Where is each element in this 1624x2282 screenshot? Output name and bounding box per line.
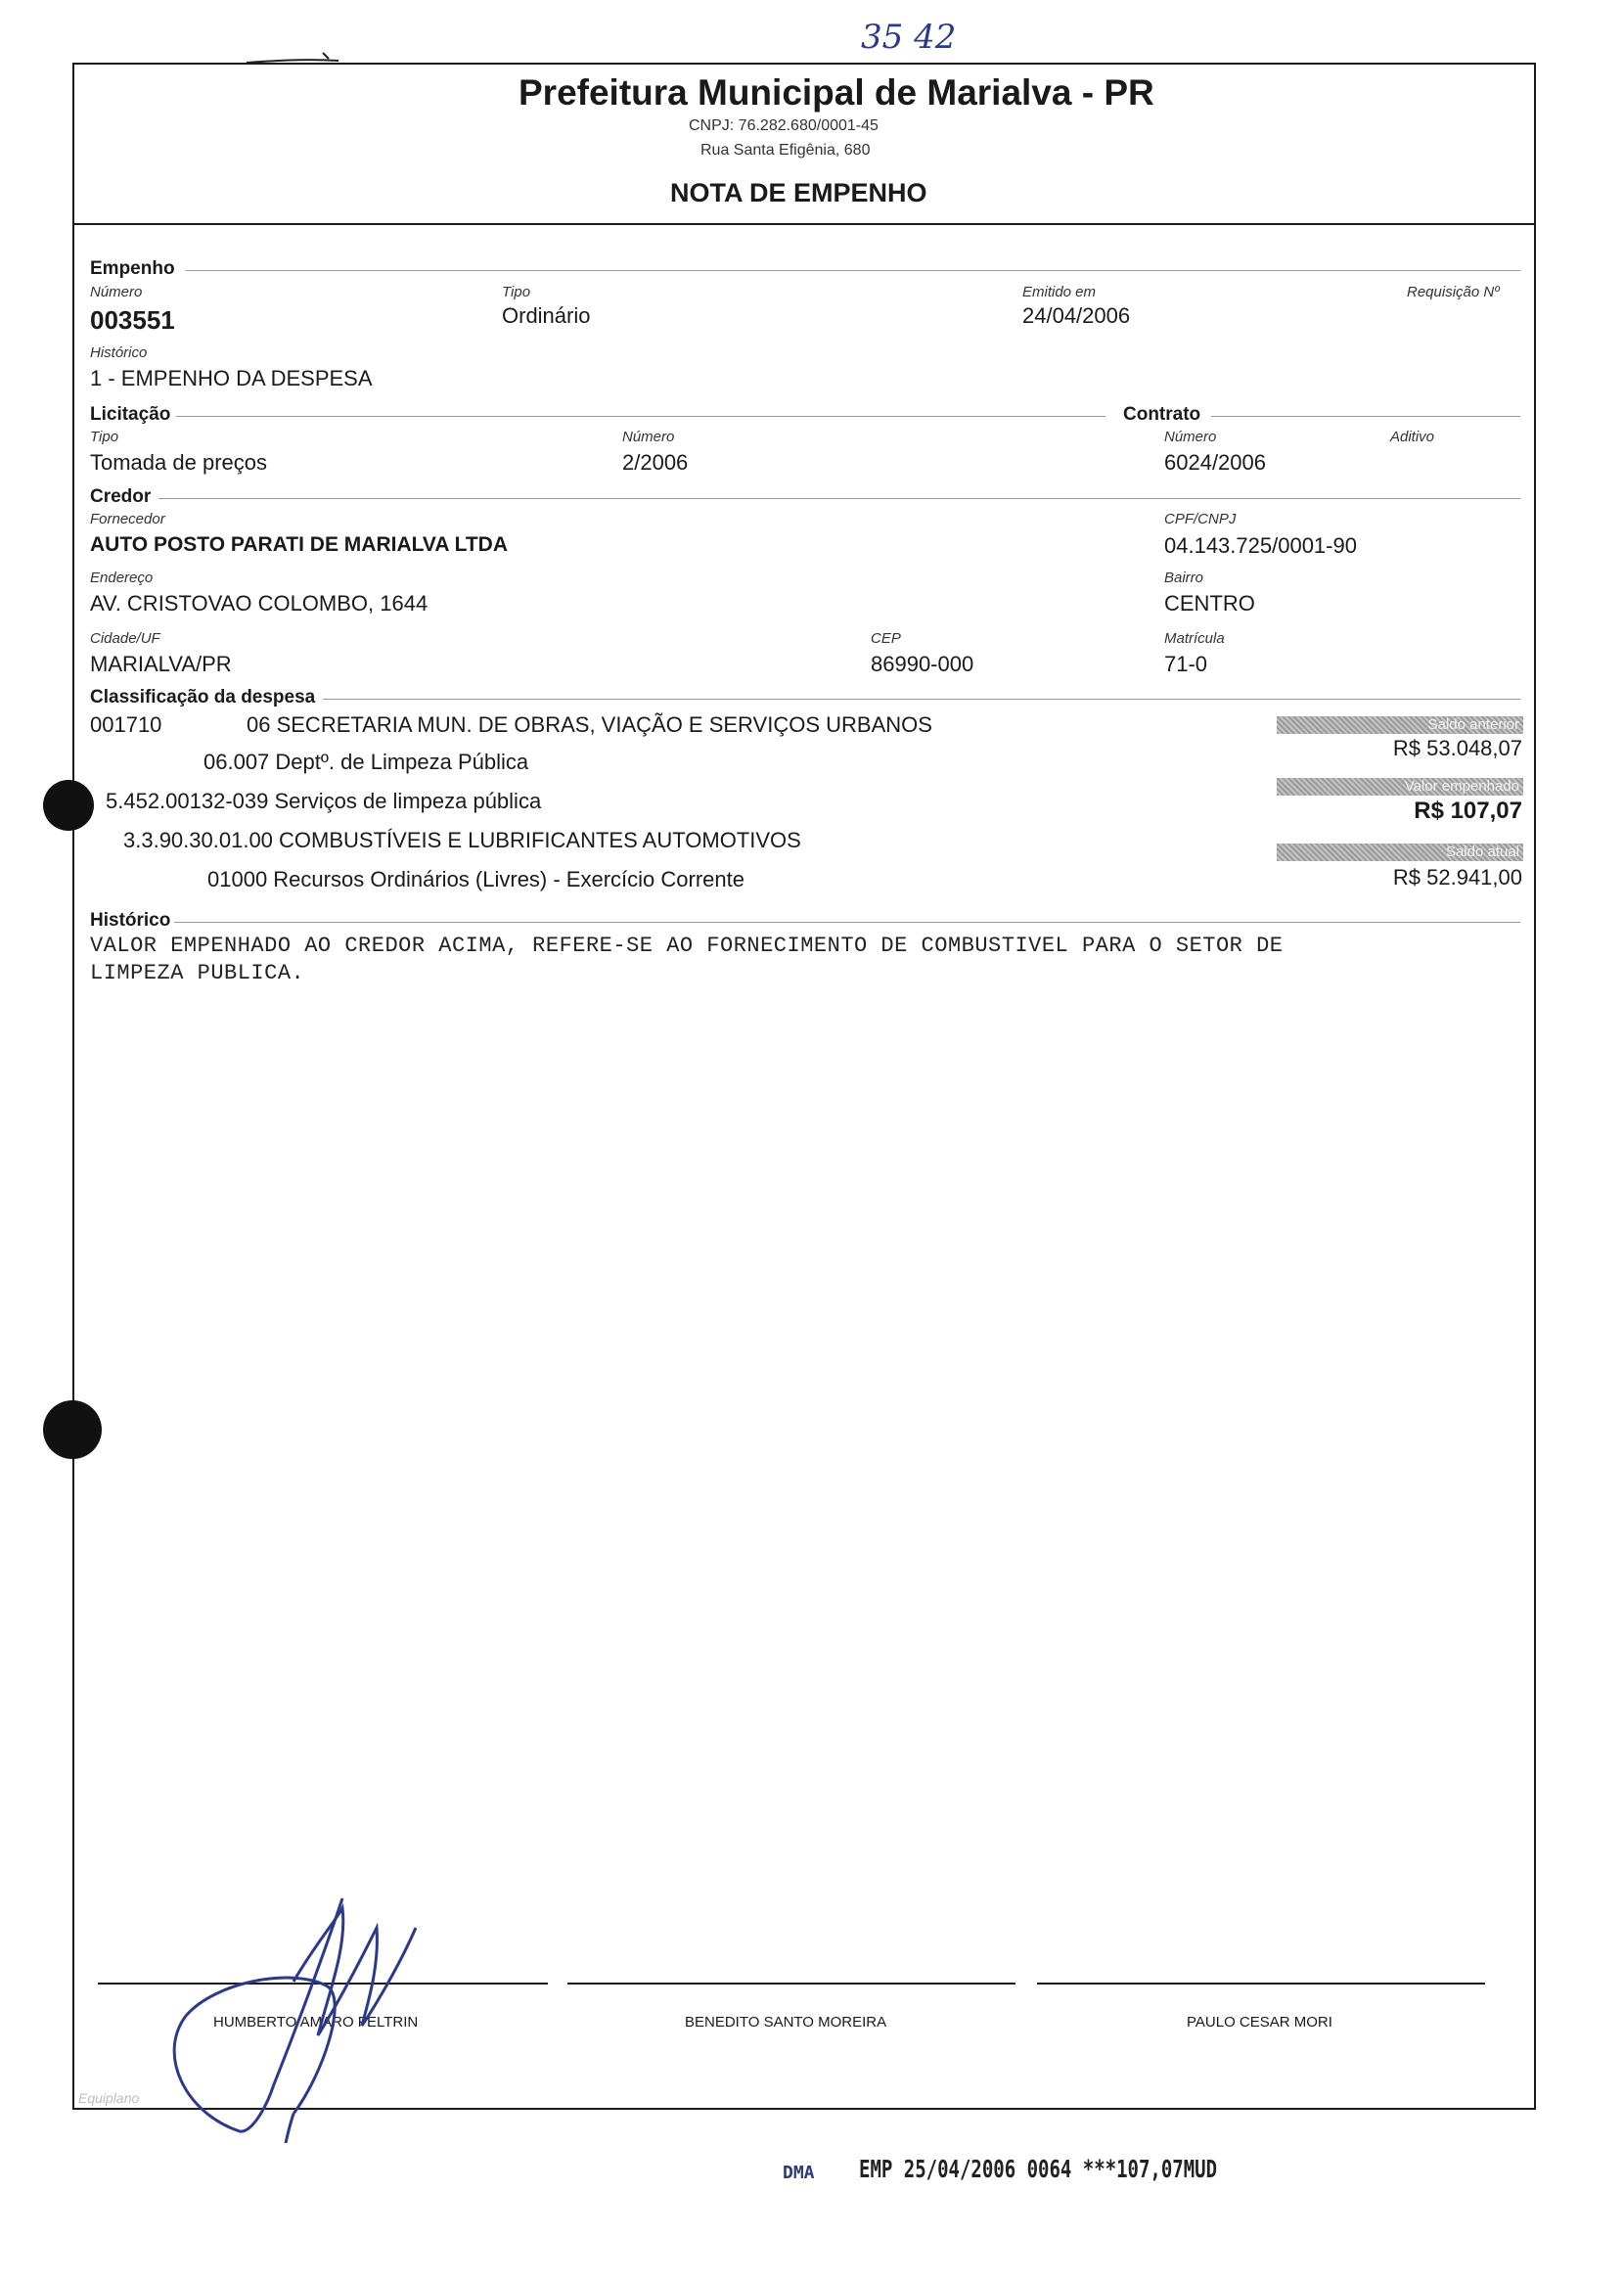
signatory-3: PAULO CESAR MORI xyxy=(1187,2014,1332,2031)
licitacao-tipo-label: Tipo xyxy=(90,429,119,445)
cep: 86990-000 xyxy=(871,652,974,676)
requisicao-label: Requisição Nº xyxy=(1407,284,1500,300)
empenho-tipo-label: Tipo xyxy=(502,284,531,300)
section-empenho: Empenho xyxy=(90,258,175,279)
signature-line-3 xyxy=(1037,1983,1485,1985)
saldo-anterior-label: Saldo anterior xyxy=(1427,716,1519,733)
saldo-atual: R$ 52.941,00 xyxy=(1392,865,1522,890)
cidade: MARIALVA/PR xyxy=(90,652,232,676)
classificacao-code: 001710 xyxy=(90,712,162,737)
section-rule xyxy=(176,416,1105,417)
classificacao-recurso: 01000 Recursos Ordinários (Livres) - Exercício Corrente xyxy=(207,867,744,891)
cep-label: CEP xyxy=(871,630,901,647)
matricula-label: Matrícula xyxy=(1164,630,1225,647)
endereco-label: Endereço xyxy=(90,570,154,586)
empenho-numero: 003551 xyxy=(90,305,175,335)
classificacao-elemento: 3.3.90.30.01.00 COMBUSTÍVEIS E LUBRIFICANTES AUTOMOTIVOS xyxy=(123,828,801,852)
cidade-label: Cidade/UF xyxy=(90,630,160,647)
empenho-historico-label: Histórico xyxy=(90,344,148,361)
section-rule xyxy=(186,270,1520,271)
historico-line-2: LIMPEZA PUBLICA. xyxy=(90,961,305,985)
address-line: Rua Santa Efigênia, 680 xyxy=(700,142,871,159)
punch-hole xyxy=(43,780,94,831)
section-rule xyxy=(174,922,1520,923)
licitacao-numero-label: Número xyxy=(622,429,675,445)
fornecedor-label: Fornecedor xyxy=(90,511,165,527)
section-contrato: Contrato xyxy=(1123,404,1201,425)
municipality-title: Prefeitura Municipal de Marialva - PR xyxy=(519,72,1154,113)
saldo-atual-bar xyxy=(1277,844,1523,861)
saldo-atual-label: Saldo atual xyxy=(1445,844,1519,860)
signature-line-2 xyxy=(567,1983,1015,1985)
handwritten-signature xyxy=(147,1889,440,2143)
valor-empenhado: R$ 107,07 xyxy=(1414,798,1522,824)
bairro: CENTRO xyxy=(1164,591,1255,616)
empenho-numero-label: Número xyxy=(90,284,143,300)
footer-brand: Equiplano xyxy=(78,2090,140,2106)
section-rule xyxy=(323,699,1520,700)
contrato-aditivo-label: Aditivo xyxy=(1390,429,1435,445)
saldo-anterior-bar xyxy=(1277,716,1523,734)
section-classificacao: Classificação da despesa xyxy=(90,687,316,707)
cnpj-line: CNPJ: 76.282.680/0001-45 xyxy=(689,117,879,134)
section-rule xyxy=(1211,416,1520,417)
empenho-tipo: Ordinário xyxy=(502,303,591,328)
classificacao-funcional: 5.452.00132-039 Serviços de limpeza pública xyxy=(106,789,542,813)
cpf-cnpj: 04.143.725/0001-90 xyxy=(1164,533,1357,558)
classificacao-departamento: 06.007 Deptº. de Limpeza Pública xyxy=(203,750,529,774)
contrato-numero-label: Número xyxy=(1164,429,1217,445)
endereco: AV. CRISTOVAO COLOMBO, 1644 xyxy=(90,591,429,616)
matricula: 71-0 xyxy=(1164,652,1208,676)
header-separator xyxy=(72,223,1536,225)
signatory-2: BENEDITO SANTO MOREIRA xyxy=(685,2014,887,2031)
saldo-anterior: R$ 53.048,07 xyxy=(1392,736,1522,760)
empenho-historico: 1 - EMPENHO DA DESPESA xyxy=(90,366,373,390)
valor-empenhado-label: Valor empenhado xyxy=(1404,778,1519,795)
document-title: NOTA DE EMPENHO xyxy=(670,178,927,207)
section-licitacao: Licitação xyxy=(90,404,171,425)
bairro-label: Bairro xyxy=(1164,570,1204,586)
classificacao-secretaria: 06 SECRETARIA MUN. DE OBRAS, VIAÇÃO E SERVIÇOS URBANOS xyxy=(247,712,932,737)
licitacao-numero: 2/2006 xyxy=(622,450,689,475)
cpf-cnpj-label: CPF/CNPJ xyxy=(1164,511,1237,527)
signatory-1: HUMBERTO AMARO FELTRIN xyxy=(213,2014,419,2031)
punch-hole xyxy=(43,1400,102,1459)
stamp-logo: DMA xyxy=(783,2163,815,2183)
handwritten-page-number: 35 42 xyxy=(861,18,957,57)
fornecedor: AUTO POSTO PARATI DE MARIALVA LTDA xyxy=(90,533,508,556)
valor-empenhado-bar xyxy=(1277,778,1523,796)
contrato-numero: 6024/2006 xyxy=(1164,450,1266,475)
emitido-label: Emitido em xyxy=(1022,284,1097,300)
emitido-date: 24/04/2006 xyxy=(1022,303,1131,328)
receipt-stamp: EMP 25/04/2006 0064 ***107,07MUD xyxy=(859,2155,1218,2184)
section-credor: Credor xyxy=(90,486,152,507)
historico-line-1: VALOR EMPENHADO AO CREDOR ACIMA, REFERE-SE AO FORNECIMENTO DE COMBUSTIVEL PARA O SETOR DE xyxy=(90,934,1284,958)
licitacao-tipo: Tomada de preços xyxy=(90,450,267,475)
section-rule xyxy=(158,498,1520,499)
section-historico: Histórico xyxy=(90,910,171,931)
